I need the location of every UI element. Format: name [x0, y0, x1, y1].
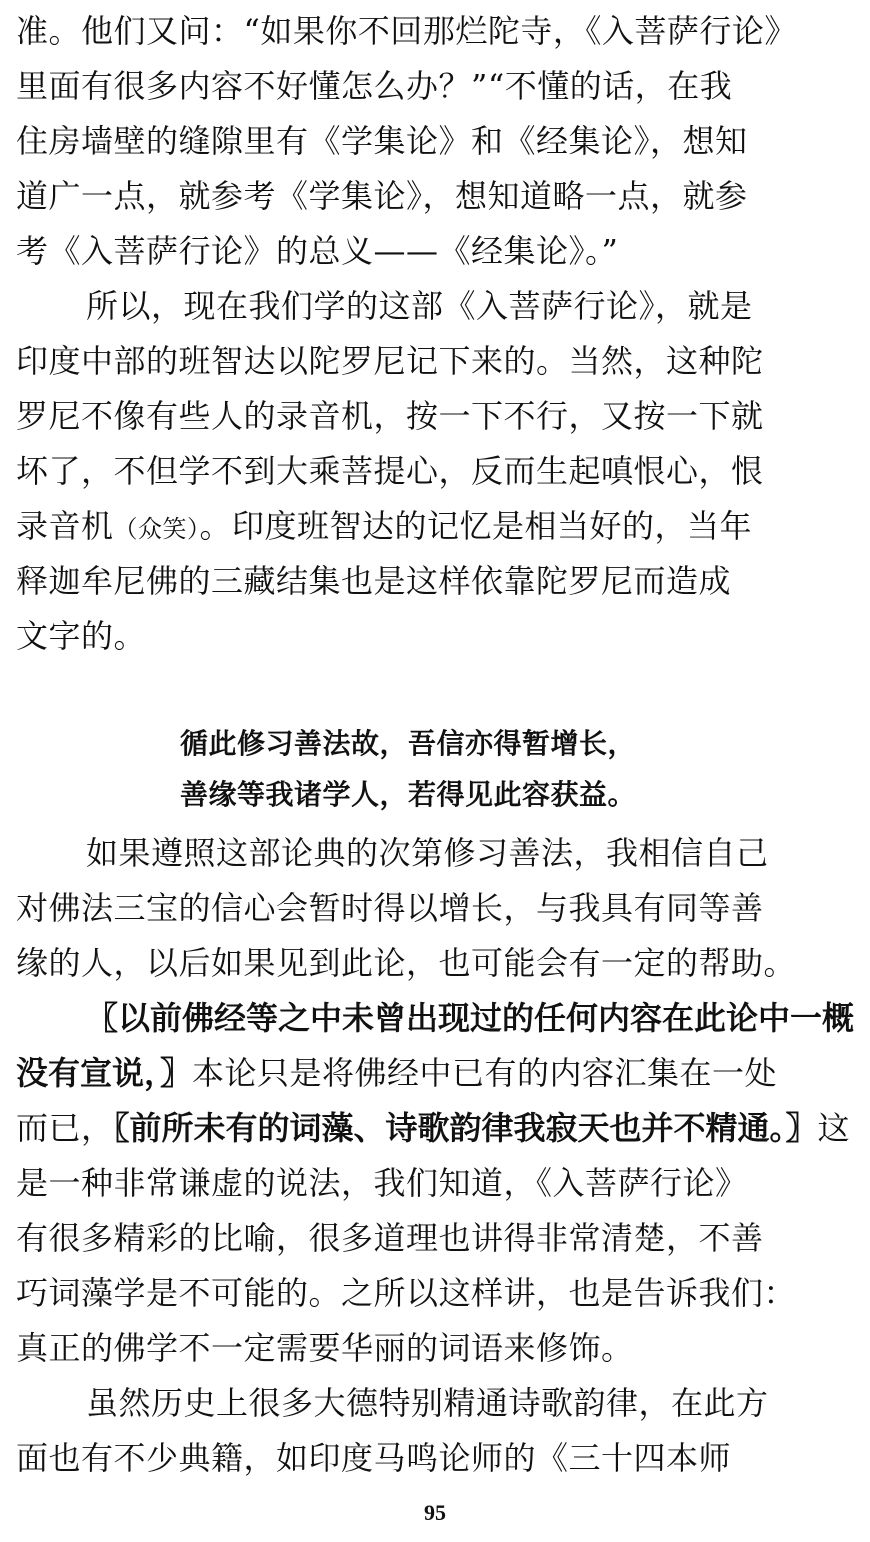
text-line	[16, 1046, 856, 1101]
text-segment: 而已，	[16, 1109, 114, 1147]
quoted-verse-segment: 没有宣说，〗	[16, 1054, 193, 1092]
text-segment: 这	[817, 1109, 851, 1147]
paragraph-start-line: 虽然历史上很多大德特别精通诗歌韵律，在此方	[86, 1384, 769, 1422]
text-line: 真正的佛学不一定需要华丽的词语来修饰。	[16, 1329, 634, 1367]
section-gap	[16, 664, 856, 718]
text-line: 面也有不少典籍，如印度马鸣论师的《三十四本师	[16, 1439, 732, 1477]
page-body	[16, 4, 856, 1486]
text-line: 坏了，不但学不到大乘菩提心，反而生起嗔恨心，恨	[16, 452, 764, 490]
text-line: 有很多精彩的比喻，很多道理也讲得非常清楚，不善	[16, 1219, 764, 1257]
paragraph-start-line: 如果遵照这部论典的次第修习善法，我相信自己	[86, 834, 769, 872]
text-line: 考《入菩萨行论》的总义——《经集论》。”	[16, 232, 619, 270]
text-line: 住房墙壁的缝隙里有《学集论》和《经集论》，想知	[16, 122, 748, 160]
audience-laughter-aside: （众笑）	[113, 515, 200, 543]
text-line: 道广一点，就参考《学集论》，想知道略一点，就参	[16, 177, 748, 215]
quoted-verse-segment: 〖前所未有的词藻、诗歌韵律我寂天也并不精通。〗	[113, 1109, 818, 1147]
text-line: 印度中部的班智达以陀罗尼记下来的。当然，这种陀	[16, 342, 764, 380]
text-line	[16, 499, 856, 554]
page-number: 95	[424, 1500, 446, 1525]
text-line: 文字的。	[16, 617, 147, 655]
text-line: 缘的人，以后如果见到此论，也可能会有一定的帮助。	[16, 944, 797, 982]
quoted-verse-line: 〖以前佛经等之中未曾出现过的任何内容在此论中一概	[86, 999, 855, 1037]
verse-line: 循此修习善法故，吾信亦得暂增长，	[180, 727, 637, 760]
text-line: 里面有很多内容不好懂怎么办？”“不懂的话，在我	[16, 67, 733, 105]
text-line: 是一种非常谦虚的说法，我们知道，《入菩萨行论》	[16, 1164, 748, 1202]
text-line: 准。他们又问：“如果你不回那烂陀寺，《入菩萨行论》	[16, 12, 797, 50]
text-line: 释迦牟尼佛的三藏结集也是这样依靠陀罗尼而造成	[16, 562, 732, 600]
text-line: 对佛法三宝的信心会暂时得以增长，与我具有同等善	[16, 889, 764, 927]
text-line	[16, 1101, 856, 1156]
text-line: 巧词藻学是不可能的。之所以这样讲，也是告诉我们：	[16, 1274, 797, 1312]
text-segment: 本论只是将佛经中已有的内容汇集在一处	[192, 1054, 778, 1092]
text-segment: 。印度班智达的记忆是相当好的，当年	[199, 507, 753, 545]
root-verse	[16, 718, 856, 820]
paragraph-start-line: 所以，现在我们学的这部《入菩萨行论》，就是	[86, 287, 753, 325]
text-line: 罗尼不像有些人的录音机，按一下不行，又按一下就	[16, 397, 764, 435]
text-segment: 录音机	[16, 507, 114, 545]
verse-line: 善缘等我诸学人，若得见此容获益。	[180, 778, 637, 811]
